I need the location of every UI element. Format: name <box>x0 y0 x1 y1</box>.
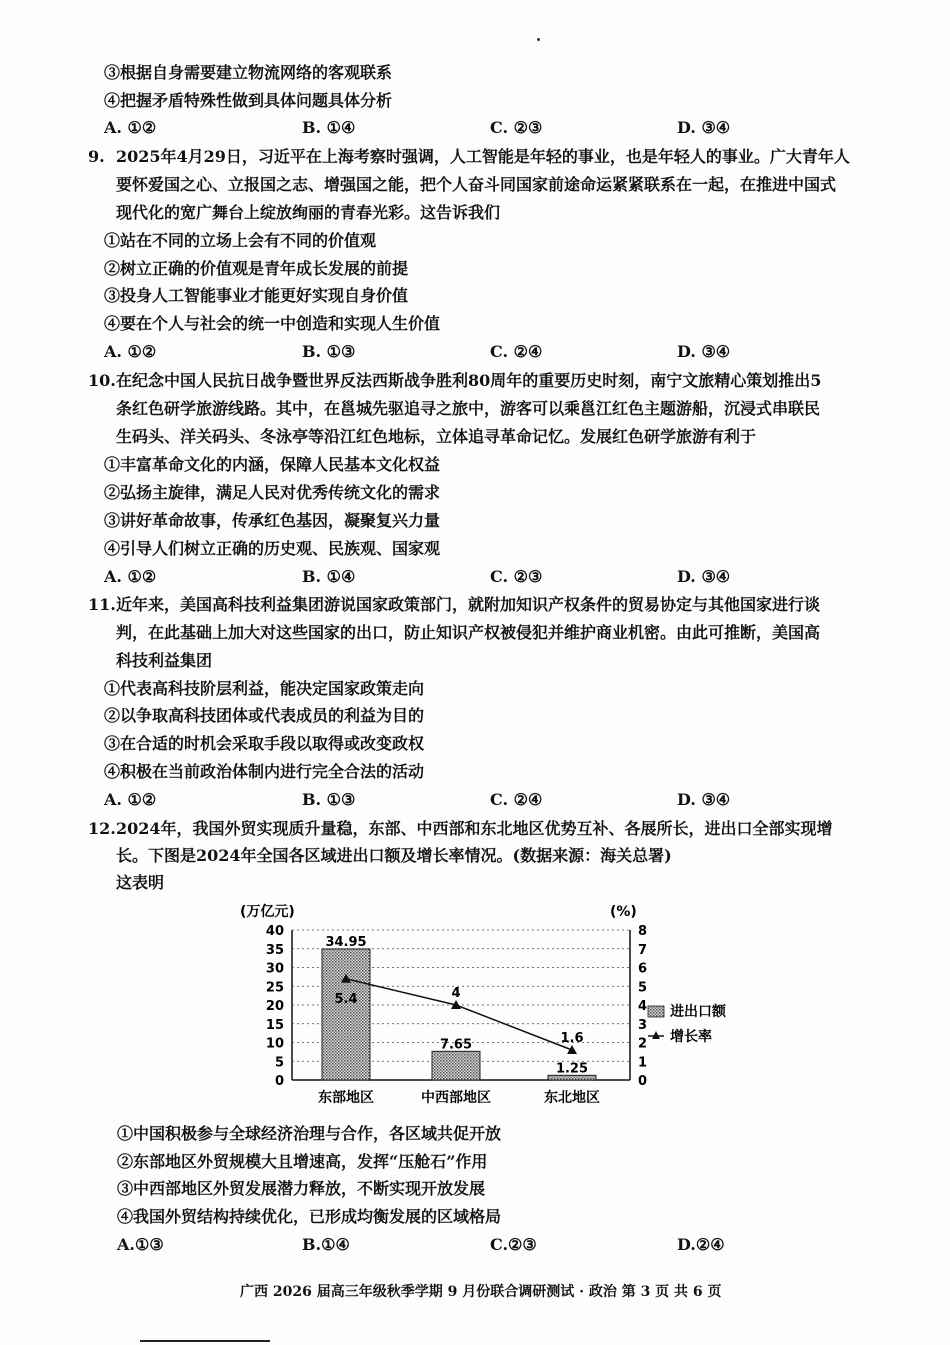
q9-stem-line-1: 2025年4月29日，习近平在上海考察时强调，人工智能是年轻的事业，也是年轻人的事业。广大青年人 <box>116 147 850 166</box>
legend-bar-swatch <box>648 1006 664 1017</box>
q9-statement-1: ①站在不同的立场上会有不同的价值观 <box>104 231 377 250</box>
left-tick-label: 25 <box>265 980 284 996</box>
bar-value-label: 34.95 <box>325 934 367 950</box>
q11-statement-2: ②以争取高科技团体或代表成员的利益为目的 <box>104 706 425 725</box>
q11-statement-1: ①代表高科技阶层利益，能决定国家政策走向 <box>104 679 425 698</box>
trade-chart <box>230 898 750 1110</box>
q9-option-b: B. ①③ <box>302 342 356 361</box>
q11-option-d: D. ③④ <box>677 790 731 809</box>
q11-option-a: A. ①② <box>104 790 157 809</box>
right-tick-label: 4 <box>638 999 648 1014</box>
q9-statement-2: ②树立正确的价值观是青年成长发展的前提 <box>104 259 409 278</box>
bottom-rule <box>140 1340 270 1342</box>
growth-point-2 <box>567 1045 577 1054</box>
category-label: 中西部地区 <box>421 1090 491 1106</box>
q12-option-c: C.②③ <box>490 1235 537 1254</box>
left-tick-label: 0 <box>274 1074 284 1089</box>
q9-option-a: A. ①② <box>104 342 157 361</box>
q12-stem-line-2: 长。下图是2024年全国各区域进出口额及增长率情况。(数据来源：海关总署) <box>116 846 672 865</box>
category-label: 东北地区 <box>544 1090 600 1106</box>
right-axis-unit: (%) <box>610 904 637 920</box>
q10-statement-4: ④引导人们树立正确的历史观、民族观、国家观 <box>104 539 441 558</box>
q11-option-b: B. ①③ <box>302 790 356 809</box>
q8-option-d: D. ③④ <box>677 118 731 137</box>
q12-option-b: B.①④ <box>302 1235 350 1254</box>
q11-stem-line-2: 判，在此基础上加大对这些国家的出口，防止知识产权被侵犯并维护商业机密。由此可推断，美国高 <box>116 623 821 642</box>
q8-statement-3: ③根据自身需要建立物流网络的客观联系 <box>104 63 393 82</box>
left-tick-label: 5 <box>274 1055 284 1071</box>
q8-option-c: C. ②③ <box>490 118 543 137</box>
q12-statement-4: ④我国外贸结构持续优化，已形成均衡发展的区域格局 <box>117 1207 502 1226</box>
q9-option-c: C. ②④ <box>490 342 543 361</box>
left-tick-label: 15 <box>265 1017 284 1033</box>
q9-stem-line-3: 现代化的宽广舞台上绽放绚丽的青春光彩。这告诉我们 <box>116 203 501 222</box>
q10-option-a: A. ①② <box>104 567 157 586</box>
q9-option-d: D. ③④ <box>677 342 731 361</box>
right-tick-label: 0 <box>638 1074 648 1089</box>
left-tick-label: 20 <box>265 999 284 1014</box>
q11-option-c: C. ②④ <box>490 790 543 809</box>
q11-number: 11. <box>88 595 116 614</box>
q12-stem-line-1: 2024年，我国外贸实现质升量稳，东部、中西部和东北地区优势互补、各展所长，进出口全部实现增 <box>116 819 833 838</box>
q12-option-a: A.①③ <box>117 1235 164 1254</box>
q11-stem-line-3: 科技利益集团 <box>116 651 213 670</box>
q11-statement-3: ③在合适的时机会采取手段以取得或改变政权 <box>104 734 425 753</box>
q10-stem-line-2: 条红色研学旅游线路。其中，在邕城先驱追寻之旅中，游客可以乘邕江红色主题游船，沉浸式串联民 <box>116 399 821 418</box>
growth-value-label: 5.4 <box>334 991 358 1007</box>
category-label: 东部地区 <box>318 1090 374 1106</box>
q10-option-d: D. ③④ <box>677 567 731 586</box>
left-tick-label: 30 <box>265 961 284 977</box>
bar-1 <box>432 1051 480 1080</box>
left-axis-unit: (万亿元) <box>240 904 295 920</box>
right-tick-label: 2 <box>638 1036 648 1052</box>
right-tick-label: 3 <box>638 1017 648 1033</box>
q9-statement-4: ④要在个人与社会的统一中创造和实现人生价值 <box>104 314 441 333</box>
q12-statement-2: ②东部地区外贸规模大且增速高，发挥“压舱石”作用 <box>117 1152 488 1171</box>
q12-number: 12. <box>88 819 116 838</box>
q10-statement-2: ②弘扬主旋律，满足人民对优秀传统文化的需求 <box>104 483 441 502</box>
scan-speck <box>537 38 540 41</box>
q12-option-d: D.②④ <box>677 1235 725 1254</box>
q9-statement-3: ③投身人工智能事业才能更好实现自身价值 <box>104 286 409 305</box>
q10-number: 10. <box>88 371 116 390</box>
q11-statement-4: ④积极在当前政治体制内进行完全合法的活动 <box>104 762 425 781</box>
q10-option-b: B. ①④ <box>302 567 356 586</box>
q10-stem-line-1: 在纪念中国人民抗日战争暨世界反法西斯战争胜利80周年的重要历史时刻，南宁文旅精心策划推出5 <box>116 371 822 390</box>
q12-statement-1: ①中国积极参与全球经济治理与合作，各区域共促开放 <box>117 1124 502 1143</box>
q8-option-a: A. ①② <box>104 118 157 137</box>
q10-statement-1: ①丰富革命文化的内涵，保障人民基本文化权益 <box>104 455 441 474</box>
bar-0 <box>322 949 370 1080</box>
page-footer: 广西 2026 届高三年级秋季学期 9 月份联合调研测试 · 政治 第 3 页 共 6 页 <box>240 1284 722 1300</box>
q8-option-b: B. ①④ <box>302 118 356 137</box>
q10-stem-line-3: 生码头、洋关码头、冬泳亭等沿江红色地标，立体追寻革命记忆。发展红色研学旅游有利于 <box>116 427 757 446</box>
left-tick-label: 35 <box>265 942 284 958</box>
right-tick-label: 7 <box>638 942 648 958</box>
q9-stem-line-2: 要怀爱国之心、立报国之志、增强国之能，把个人奋斗同国家前途命运紧紧联系在一起，在推进中国式 <box>116 175 837 194</box>
q9-number: 9. <box>88 147 105 166</box>
q12-stem-line-3: 这表明 <box>116 873 165 892</box>
legend-triangle-icon <box>652 1031 660 1039</box>
left-tick-label: 10 <box>265 1036 284 1052</box>
right-tick-label: 5 <box>638 980 648 996</box>
q11-stem-line-1: 近年来，美国高科技利益集团游说国家政策部门，就附加知识产权条件的贸易协定与其他国家进行谈 <box>116 595 821 614</box>
right-tick-label: 6 <box>638 961 648 977</box>
right-tick-label: 8 <box>638 924 648 939</box>
bar-value-label: 7.65 <box>439 1037 473 1053</box>
q12-statement-3: ③中西部地区外贸发展潜力释放，不断实现开放发展 <box>117 1179 486 1198</box>
bar-value-label: 1.25 <box>555 1061 589 1077</box>
q10-option-c: C. ②③ <box>490 567 543 586</box>
legend-label-trade: 进出口额 <box>670 1004 726 1020</box>
growth-value-label: 1.6 <box>560 1031 584 1046</box>
q8-statement-4: ④把握矛盾特殊性做到具体问题具体分析 <box>104 91 393 110</box>
q10-statement-3: ③讲好革命故事，传承红色基因，凝聚复兴力量 <box>104 511 441 530</box>
right-tick-label: 1 <box>638 1055 648 1071</box>
growth-value-label: 4 <box>451 986 461 1001</box>
legend-label-growth: 增长率 <box>670 1029 712 1045</box>
left-tick-label: 40 <box>265 924 284 939</box>
